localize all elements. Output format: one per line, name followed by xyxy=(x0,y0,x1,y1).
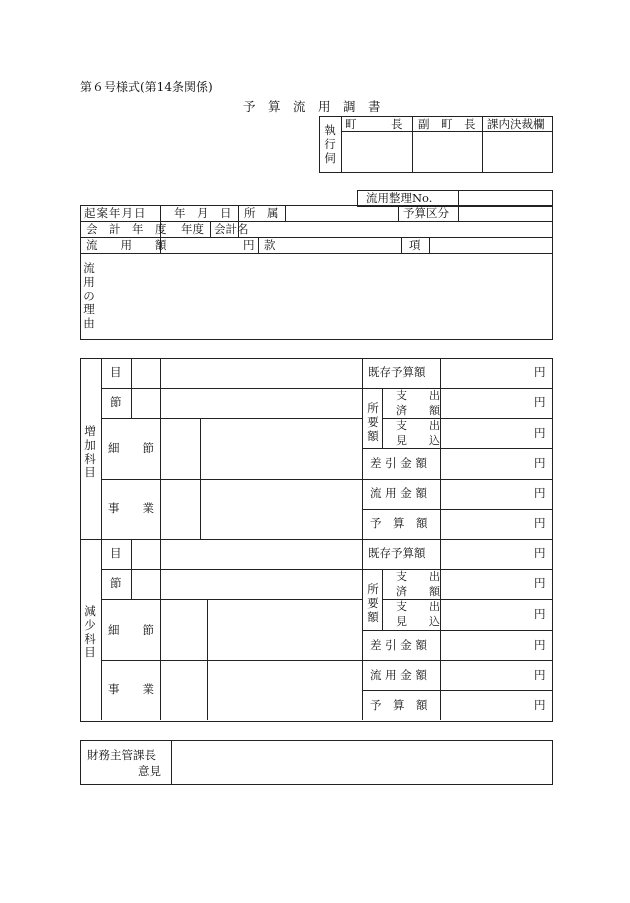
increase-shoyo: 所要額 xyxy=(367,401,379,443)
increase-yen-5: 円 xyxy=(534,486,546,500)
kaikei-mei-label: 会計名 xyxy=(214,222,249,236)
increase-setsu: 節 xyxy=(110,395,122,409)
kian-value: 年 月 日 xyxy=(174,206,232,220)
decrease-shoyo: 所要額 xyxy=(367,582,379,624)
approval-col-section: 課内決裁欄 xyxy=(487,117,545,131)
decrease-yen-1: 円 xyxy=(534,546,546,560)
decrease-moku: 目 xyxy=(110,546,122,560)
increase-saisetsu: 細 節 xyxy=(108,441,154,455)
kan-label: 款 xyxy=(264,238,276,252)
increase-yen-3: 円 xyxy=(534,426,546,440)
opinion-label-2: 意見 xyxy=(138,764,161,778)
decrease-side-label: 減少科目 xyxy=(84,604,96,660)
increase-mikomi-2: 見 込 xyxy=(396,434,440,447)
decrease-yen-6: 円 xyxy=(534,698,546,712)
increase-yosan: 予 算 額 xyxy=(370,516,428,530)
decrease-jigyo: 事 業 xyxy=(108,682,154,696)
kaikei-nendo-label: 会 計 年 度 xyxy=(86,222,167,236)
nendo-label: 年度 xyxy=(181,222,204,236)
decrease-mikomi-2: 見 込 xyxy=(396,615,440,628)
kou-label: 項 xyxy=(409,238,421,252)
kian-label: 起案年月日 xyxy=(84,206,147,220)
increase-mikomi-1: 支 出 xyxy=(396,419,440,432)
approval-col-vice-mayor: 副 町 長 xyxy=(418,117,476,131)
increase-moku: 目 xyxy=(110,365,122,379)
increase-kison: 既存予算額 xyxy=(368,365,426,379)
decrease-sashihiki: 差 引 金 額 xyxy=(370,638,427,652)
decrease-zumi-2: 済 額 xyxy=(396,585,440,598)
decrease-yen-5: 円 xyxy=(534,668,546,682)
ryuyo-seiri-label: 流用整理No. xyxy=(366,191,433,205)
increase-side-label: 増加科目 xyxy=(84,424,96,480)
yosan-kubun-label: 予算区分 xyxy=(403,206,449,220)
reason-label: 流用の理由 xyxy=(83,261,95,331)
decrease-zumi-1: 支 出 xyxy=(396,570,440,583)
increase-zumi-1: 支 出 xyxy=(396,389,440,402)
opinion-label-1: 財務主管課長 xyxy=(87,748,156,762)
increase-zumi-2: 済 額 xyxy=(396,404,440,417)
decrease-setsu: 節 xyxy=(110,576,122,590)
form-number: 第６号様式(第14条関係) xyxy=(80,80,213,94)
decrease-yen-3: 円 xyxy=(534,607,546,621)
approval-col-mayor: 町 長 xyxy=(345,117,403,131)
decrease-yen-2: 円 xyxy=(534,576,546,590)
decrease-kison: 既存予算額 xyxy=(368,546,426,560)
decrease-yen-4: 円 xyxy=(534,638,546,652)
page-title: 予 算 流 用 調 書 xyxy=(243,99,381,114)
decrease-ryuyo: 流 用 金 額 xyxy=(370,668,427,682)
approval-side-label: 執行伺 xyxy=(324,123,336,165)
increase-jigyo: 事 業 xyxy=(108,501,154,515)
increase-yen-2: 円 xyxy=(534,395,546,409)
decrease-yosan: 予 算 額 xyxy=(370,698,428,712)
increase-ryuyo: 流 用 金 額 xyxy=(370,486,427,500)
decrease-saisetsu: 細 節 xyxy=(108,623,154,637)
increase-yen-6: 円 xyxy=(534,516,546,530)
increase-yen-4: 円 xyxy=(534,456,546,470)
shozoku-label: 所 属 xyxy=(244,206,279,220)
increase-yen-1: 円 xyxy=(534,365,546,379)
increase-sashihiki: 差 引 金 額 xyxy=(370,456,427,470)
ryuyo-yen: 円 xyxy=(243,238,255,252)
decrease-mikomi-1: 支 出 xyxy=(396,600,440,613)
ryuyo-gaku-label: 流 用 額 xyxy=(86,238,167,252)
